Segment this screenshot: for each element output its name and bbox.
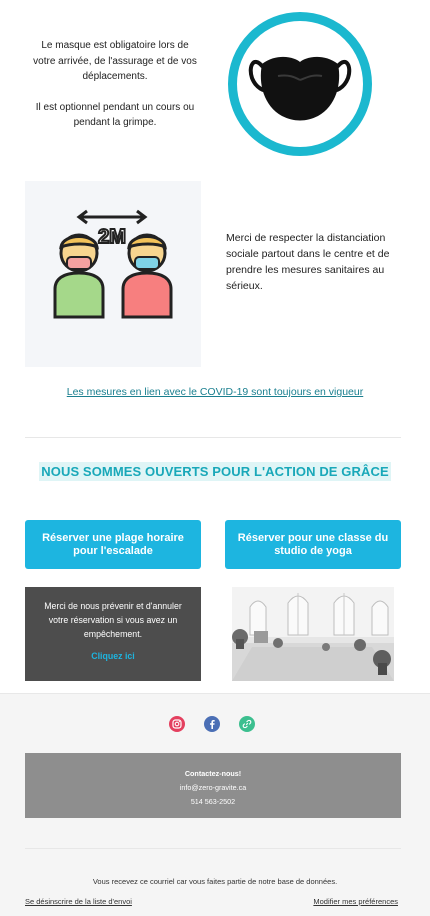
preferences-link[interactable]: Modifier mes préférences — [313, 897, 398, 906]
click-here-link[interactable]: Cliquez ici — [91, 651, 135, 661]
facebook-icon[interactable] — [204, 716, 220, 732]
divider — [25, 437, 401, 438]
cancellation-text: Merci de nous prévenir et d'annuler votre réservation si vous avez un empêchement. — [44, 601, 182, 639]
contact-title: Contactez-nous! — [184, 769, 242, 778]
book-yoga-button[interactable]: Réserver pour une classe du studio de yoga — [225, 520, 401, 569]
open-announcement-title — [0, 462, 430, 481]
subscription-note: Vous recevez ce courriel car vous faites partie de notre base de données. — [92, 877, 338, 886]
face-mask-icon — [228, 12, 372, 156]
mask-mandatory-text: Le masque est obligatoire lors de votre arrivée, de l'assurage et de vos déplacements. — [33, 40, 197, 82]
footer-divider — [25, 848, 401, 849]
book-climbing-button[interactable]: Réserver une plage horaire pour l'escalade — [25, 520, 201, 569]
social-distancing-icon — [25, 181, 201, 367]
cancellation-box — [25, 587, 201, 681]
contact-box — [25, 753, 401, 818]
website-link-icon[interactable] — [239, 716, 255, 732]
distance-label: 2M — [98, 226, 126, 248]
yoga-studio-photo — [232, 587, 394, 681]
instagram-icon[interactable] — [169, 716, 185, 732]
contact-email[interactable]: info@zero-gravite.ca — [179, 783, 247, 792]
mask-optional-text: Il est optionnel pendant un cours ou pendant la grimpe. — [35, 101, 195, 128]
contact-phone[interactable]: 514 563-2502 — [190, 797, 236, 806]
distancing-text: Merci de respecter la distanciation sociale partout dans le centre et de prendre les mesures sanitaires au sérieux. — [226, 232, 390, 292]
mask-info-text — [30, 38, 200, 131]
unsubscribe-link[interactable]: Se désinscrire de la liste d'envoi — [25, 897, 132, 906]
open-title-text: NOUS SOMMES OUVERTS POUR L'ACTION DE GRÂCE — [41, 464, 389, 479]
covid-measures-link[interactable]: Les mesures en lien avec le COVID-19 sont toujours en vigueur — [66, 386, 364, 398]
